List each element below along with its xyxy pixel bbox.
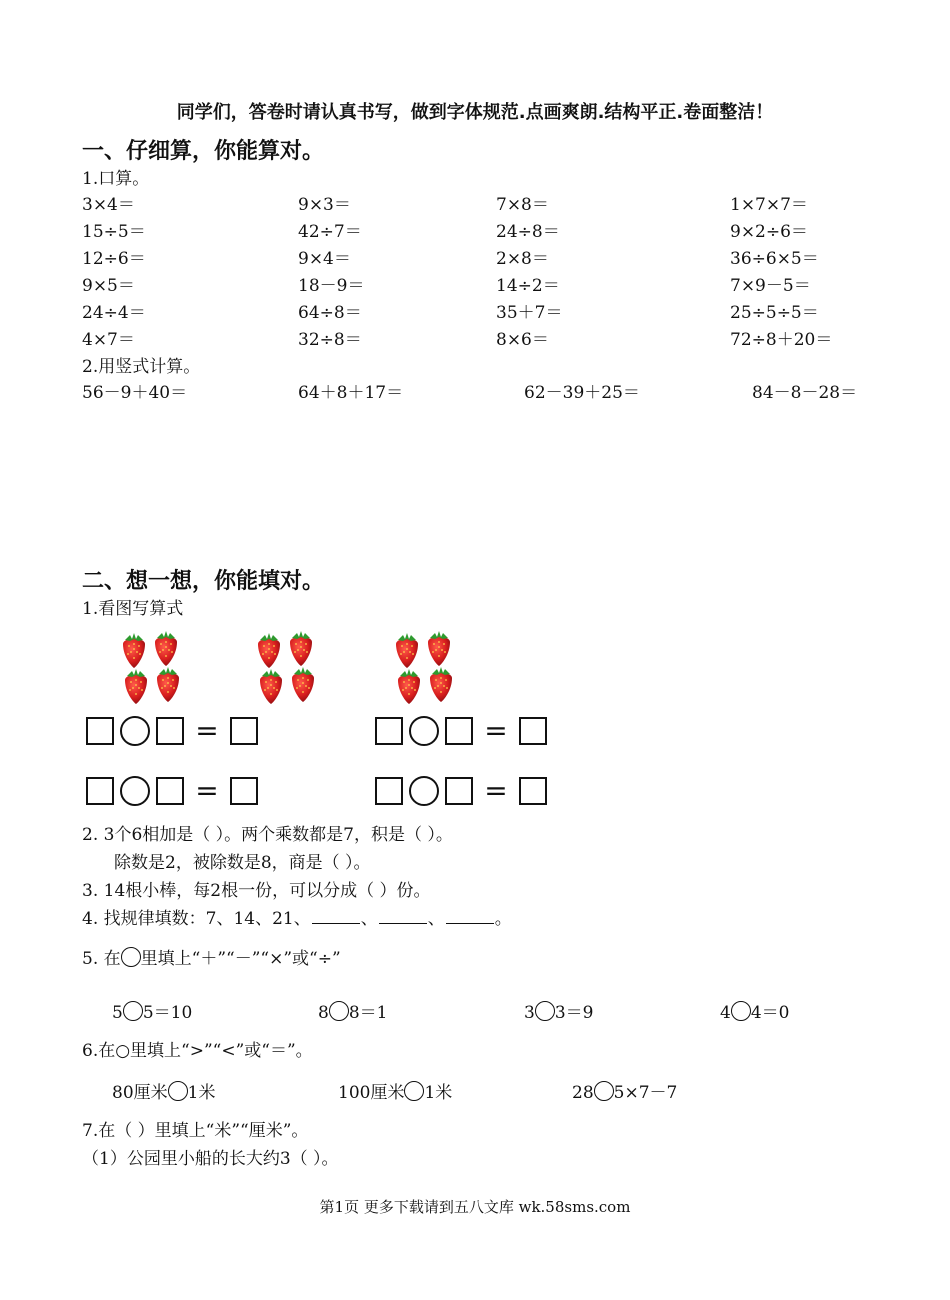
oral-calc-item: 64÷8＝ [298,303,362,323]
equals-sign: = [195,714,219,747]
strawberry-icon [258,633,280,668]
strawberry-icon [398,669,420,704]
operator-circle[interactable] [120,716,150,746]
answer-box[interactable] [445,777,473,805]
strawberry-group-1 [115,628,190,708]
oral-calc-row [82,217,882,244]
oral-calc-grid [82,190,882,352]
strawberry-icon [260,669,282,704]
vertical-problem: 64＋8＋17＝ [298,383,404,403]
oral-calc-row [82,271,882,298]
answer-box[interactable] [156,717,184,745]
q4-sep: 、 [360,909,378,929]
operator-circle[interactable] [409,716,439,746]
oral-calc-item: 24÷8＝ [496,222,560,242]
vertical-calc-row [82,378,882,402]
q1-label: 1.口算。 [82,169,150,189]
q2-label: 2.用竖式计算。 [82,357,201,377]
strawberry-icon [428,631,450,666]
equation-template [375,776,547,806]
equation-template [86,776,258,806]
q5-item: 5 5＝10 [112,1003,193,1023]
oral-calc-item: 3×4＝ [82,195,135,215]
oral-calc-item: 9×4＝ [298,249,351,269]
fill-blank[interactable] [446,923,494,924]
strawberry-icon [155,631,177,666]
q5-item: 4 4＝0 [720,1003,790,1023]
compare-circle[interactable] [404,1081,424,1101]
q6-item: 100厘米 1米 [338,1083,453,1103]
strawberry-icon [430,667,452,702]
oral-calc-row [82,298,882,325]
answer-box[interactable] [375,717,403,745]
q2-text-line2: 除数是2，被除数是8，商是（ ）。 [114,853,371,873]
q4-text [82,904,512,929]
exam-notice: 同学们，答卷时请认真书写，做到字体规范.点画爽朗.结构平正.卷面整洁！ [176,102,774,123]
operator-circle[interactable] [731,1001,751,1021]
q6-label: 6.在○里填上“>”“<”或“＝”。 [82,1041,313,1061]
equation-template [86,716,258,746]
oral-calc-item: 25÷5÷5＝ [730,303,819,323]
q6-item: 80厘米 1米 [112,1083,216,1103]
equals-sign: = [484,714,508,747]
vertical-problem: 84－8－28＝ [752,383,858,403]
q4-sep: 、 [427,909,445,929]
oral-calc-item: 32÷8＝ [298,330,362,350]
section1-title: 一、仔细算，你能算对。 [82,139,325,164]
q2-text: 2. 3个6相加是（ ）。两个乘数都是7，积是（ ）。 [82,825,453,845]
vertical-problem: 56－9＋40＝ [82,383,188,403]
strawberry-group-2 [250,628,325,708]
q3-text: 3. 14根小棒，每2根一份，可以分成（ ）份。 [82,881,431,901]
answer-box[interactable] [230,777,258,805]
q5-post: 里填上“＋”“－”“×”或“÷” [140,949,341,969]
vertical-problem: 62－39＋25＝ [524,383,640,403]
q4-end: 。 [494,909,512,929]
answer-box[interactable] [156,777,184,805]
fill-blank[interactable] [312,923,360,924]
compare-circle[interactable] [168,1081,188,1101]
oral-calc-item: 12÷6＝ [82,249,146,269]
q5-item: 8 8＝1 [318,1003,388,1023]
oral-calc-item: 7×8＝ [496,195,549,215]
q4-prefix: 4. 找规律填数：7、14、21、 [82,909,311,929]
q5-text [82,944,341,969]
operator-circle[interactable] [120,776,150,806]
oral-calc-item: 9×5＝ [82,276,135,296]
answer-box[interactable] [86,777,114,805]
oral-calc-item: 4×7＝ [82,330,135,350]
answer-box[interactable] [86,717,114,745]
operator-circle[interactable] [329,1001,349,1021]
operator-circle[interactable] [409,776,439,806]
oral-calc-item: 36÷6×5＝ [730,249,819,269]
oral-calc-row [82,325,882,352]
q7-label: 7.在（ ）里填上“米”“厘米”。 [82,1121,309,1141]
circle-symbol [121,947,141,967]
strawberry-icon [157,667,179,702]
strawberry-icon [290,631,312,666]
q5-item: 3 3＝9 [524,1003,594,1023]
operator-circle[interactable] [123,1001,143,1021]
oral-calc-row [82,190,882,217]
answer-box[interactable] [445,717,473,745]
oral-calc-item: 1×7×7＝ [730,195,808,215]
oral-calc-item: 7×9－5＝ [730,276,811,296]
oral-calc-item: 8×6＝ [496,330,549,350]
section2-title: 二、想一想，你能填对。 [82,569,325,594]
oral-calc-item: 42÷7＝ [298,222,362,242]
q7-item-1: （1）公园里小船的长大约3（ ）。 [82,1149,339,1169]
oral-calc-item: 72÷8＋20＝ [730,330,833,350]
s2-q1-label: 1.看图写算式 [82,599,184,619]
oral-calc-row [82,244,882,271]
strawberry-icon [125,669,147,704]
q5-pre: 5. 在 [82,949,121,969]
equals-sign: = [484,774,508,807]
fill-blank[interactable] [379,923,427,924]
answer-box[interactable] [519,717,547,745]
answer-box[interactable] [230,717,258,745]
strawberry-icon [396,633,418,668]
oral-calc-item: 24÷4＝ [82,303,146,323]
oral-calc-item: 9×3＝ [298,195,351,215]
oral-calc-item: 9×2÷6＝ [730,222,808,242]
answer-box[interactable] [375,777,403,805]
page-footer: 第1页 更多下载请到五八文库 wk.58sms.com [319,1198,631,1216]
equation-template [375,716,547,746]
equals-sign: = [195,774,219,807]
operator-circle[interactable] [535,1001,555,1021]
strawberry-icon [123,633,145,668]
oral-calc-item: 2×8＝ [496,249,549,269]
q6-item: 28 5×7－7 [572,1083,678,1103]
oral-calc-item: 15÷5＝ [82,222,146,242]
oral-calc-item: 14÷2＝ [496,276,560,296]
answer-box[interactable] [519,777,547,805]
compare-circle[interactable] [594,1081,614,1101]
oral-calc-item: 18－9＝ [298,276,365,296]
strawberry-icon [292,667,314,702]
strawberry-group-3 [388,628,463,708]
oral-calc-item: 35＋7＝ [496,303,563,323]
